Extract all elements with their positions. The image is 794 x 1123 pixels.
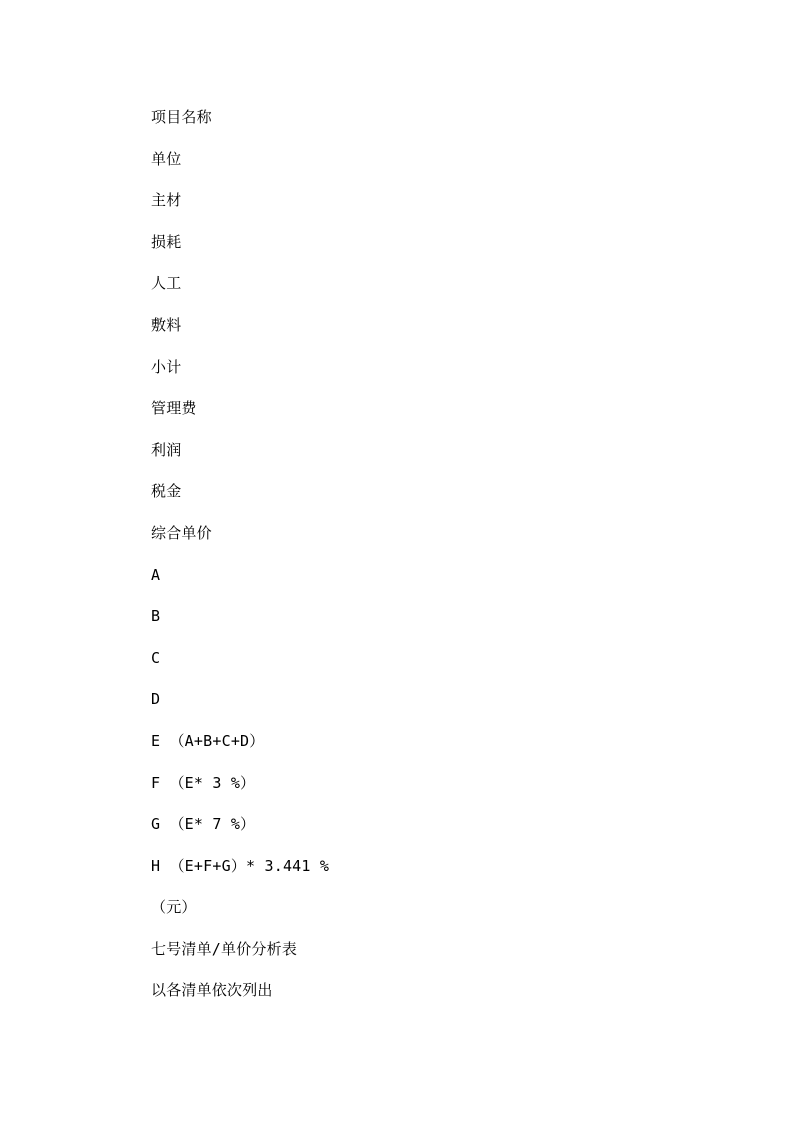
- line-labor: 人工: [151, 274, 182, 293]
- line-a: A: [151, 565, 161, 584]
- line-currency-unit: （元）: [151, 898, 197, 917]
- line-tax: 税金: [151, 482, 182, 501]
- line-loss: 损耗: [151, 232, 182, 251]
- line-item-name: 项目名称: [151, 108, 212, 126]
- line-g-formula: G （E* 7 %）: [151, 815, 256, 834]
- line-unit: 单位: [151, 149, 182, 168]
- line-b: B: [151, 607, 161, 626]
- line-c: C: [151, 648, 161, 667]
- line-d: D: [151, 690, 161, 709]
- line-table-title: 七号清单/单价分析表: [151, 939, 298, 958]
- line-main-material: 主材: [151, 191, 182, 210]
- line-e-formula: E （A+B+C+D）: [151, 731, 265, 750]
- line-list-note: 以各清单依次列出: [151, 981, 273, 1000]
- line-auxiliary-material: 敷料: [151, 315, 182, 334]
- line-f-formula: F （E* 3 %）: [151, 773, 256, 792]
- document-lines: [151, 105, 329, 1020]
- line-comprehensive-unit-price: 综合单价: [151, 523, 212, 542]
- line-subtotal: 小计: [151, 357, 182, 376]
- line-profit: 利润: [151, 440, 182, 459]
- line-h-formula: H （E+F+G）* 3.441 %: [151, 856, 330, 875]
- line-management-fee: 管理费: [151, 399, 197, 418]
